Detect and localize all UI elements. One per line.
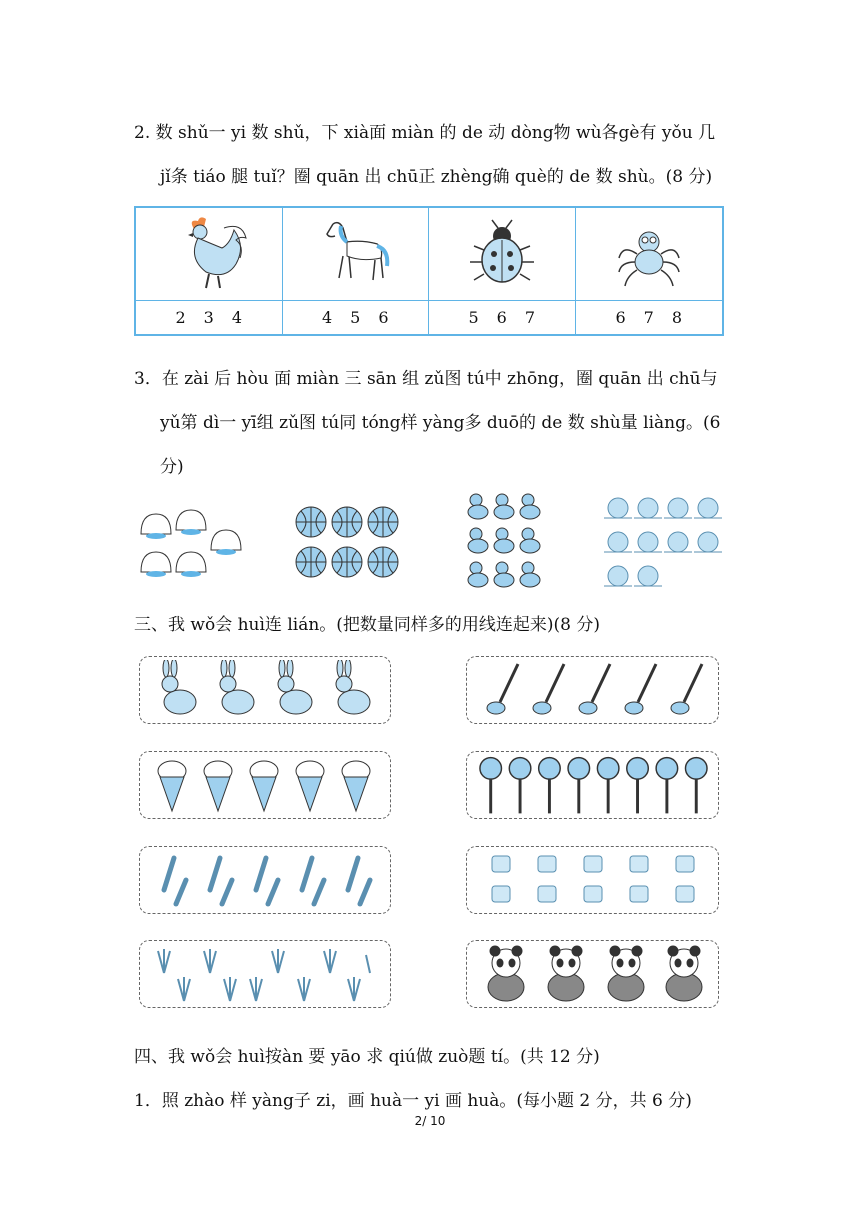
q3-group-peaches: [136, 504, 246, 583]
q2-options-1[interactable]: 2 3 4: [136, 300, 283, 334]
pencil-icon: [150, 850, 380, 910]
spoon-icon: [478, 660, 708, 720]
horse-icon: [283, 208, 430, 300]
lollipop-icon: [477, 754, 708, 816]
q2-table: [134, 206, 724, 336]
q3-line-3: 分): [160, 457, 184, 477]
left-box-rabbits[interactable]: [139, 656, 391, 724]
left-box-ice-creams[interactable]: [139, 751, 391, 819]
snail-icon: [608, 498, 718, 586]
q3-group-basketballs: [294, 504, 404, 584]
rabbit-icon: [150, 660, 380, 720]
spider-icon: [576, 208, 723, 300]
q2-options-4[interactable]: 6 7 8: [576, 300, 723, 334]
peach-icon: [141, 510, 241, 572]
duck-icon: [468, 494, 540, 587]
ice-cream-icon: [150, 755, 380, 815]
q2-options-2[interactable]: 4 5 6: [283, 300, 430, 334]
q2-line-2: jǐ条 tiáo 腿 tuǐ？圈 quān 出 chū正 zhèng确 què的 de 数 shù。(8 分): [160, 167, 713, 187]
q2-options-3[interactable]: 5 6 7: [429, 300, 576, 334]
right-box-lollipops[interactable]: [466, 751, 719, 819]
q3-line-1: 3．在 zài 后 hòu 面 miàn 三 sān 组 zǔ图 tú中 zhōng，圈 quān 出 chū与: [134, 369, 718, 389]
page-number: 2/ 10: [414, 1114, 446, 1128]
rooster-icon: [136, 208, 283, 300]
ladybug-icon: [429, 208, 576, 300]
right-box-pandas[interactable]: [466, 940, 719, 1008]
panda-icon: [478, 943, 708, 1005]
right-box-spoons[interactable]: [466, 656, 719, 724]
left-box-grass[interactable]: [139, 940, 391, 1008]
q2-line-1: 2. 数 shǔ一 yi 数 shǔ，下 xià面 miàn 的 de 动 dòng物 wù各gè有 yǒu 几: [134, 123, 716, 143]
left-box-pencils[interactable]: [139, 846, 391, 914]
q3-line-2: yǔ第 dì一 yī组 zǔ图 tú同 tóng样 yàng多 duō的 de 数 shù量 liàng。(6: [160, 413, 721, 433]
q3-group-snails: [600, 494, 724, 596]
q3-group-ducks: [462, 492, 546, 596]
s4-q1: 1．照 zhào 样 yàng子 zi，画 huà一 yi 画 huà。(每小题 2 分，共 6 分): [134, 1091, 692, 1111]
cup-icon: [478, 850, 708, 910]
grass-icon: [150, 943, 380, 1005]
right-box-cups[interactable]: [466, 846, 719, 914]
s4-title: 四、我 wǒ会 huì按àn 要 yāo 求 qiú做 zuò题 tí。(共 12 分): [134, 1047, 600, 1067]
s3-title: 三、我 wǒ会 huì连 lián。(把数量同样多的用线连起来)(8 分): [134, 615, 601, 635]
